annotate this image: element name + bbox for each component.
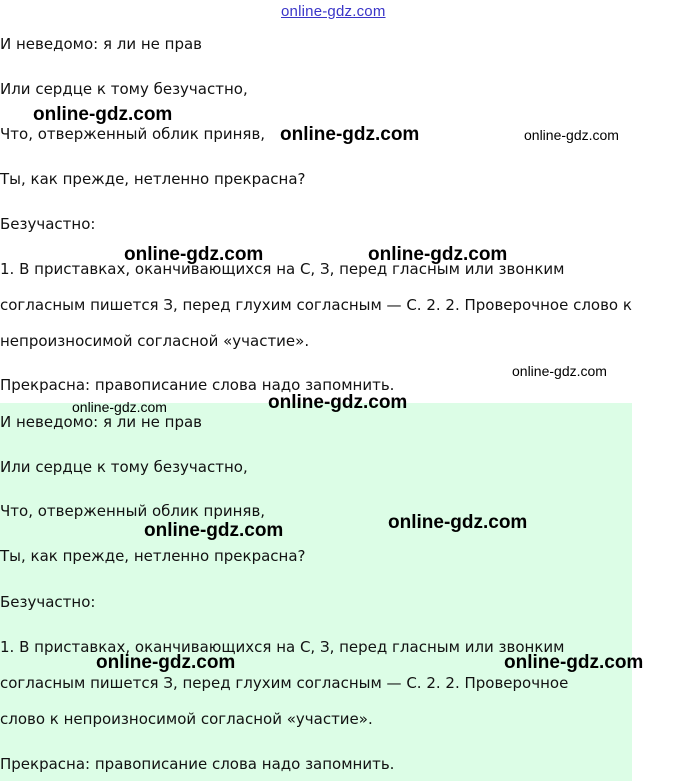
watermark: online-gdz.com [124,244,264,265]
poem-line-2: Или сердце к тому безучастно, [0,80,248,98]
poem-line-3: Что, отверженный облик приняв, [0,125,266,143]
spelling-note: Прекрасна: правописание слова надо запомнить. [0,755,395,773]
watermark: online-gdz.com [33,104,173,125]
rule-line-1: 1. В приставках, оканчивающихся на С, З, перед гласным или звонким [0,638,565,656]
poem-line-1: И неведомо: я ли не прав [0,35,203,53]
word-heading: Безучастно: [0,593,96,611]
watermark: online-gdz.com [368,244,508,265]
rule-line-3: непроизносимой согласной «участие». [0,332,310,350]
spelling-note: Прекрасна: правописание слова надо запомнить. [0,376,395,394]
rule-line-1: 1. В приставках, оканчивающихся на С, З, перед гласным или звонким [0,260,565,278]
poem-line-2: Или сердце к тому безучастно, [0,458,248,476]
poem-line-1: И неведомо: я ли не прав [0,413,203,431]
watermark: online-gdz.com [524,127,619,143]
poem-line-3: Что, отверженный облик приняв, [0,502,266,520]
watermark: online-gdz.com [388,512,528,533]
watermark: online-gdz.com [96,652,236,673]
watermark: online-gdz.com [268,392,408,413]
watermark: online-gdz.com [72,399,167,415]
rule-line-2: согласным пишется З, перед глухим согласным — С. 2. 2. Проверочное слово к [0,296,632,314]
rule-line-3: слово к непроизносимой согласной «участие». [0,710,373,728]
watermark: online-gdz.com [504,652,644,673]
watermark: online-gdz.com [280,124,420,145]
watermark: online-gdz.com [512,363,607,379]
poem-line-4: Ты, как прежде, нетленно прекрасна? [0,547,306,565]
site-link[interactable]: online-gdz.com [281,3,386,20]
word-heading: Безучастно: [0,215,96,233]
rule-line-2: согласным пишется З, перед глухим согласным — С. 2. 2. Проверочное [0,674,569,692]
poem-line-4: Ты, как прежде, нетленно прекрасна? [0,170,306,188]
watermark: online-gdz.com [144,520,284,541]
